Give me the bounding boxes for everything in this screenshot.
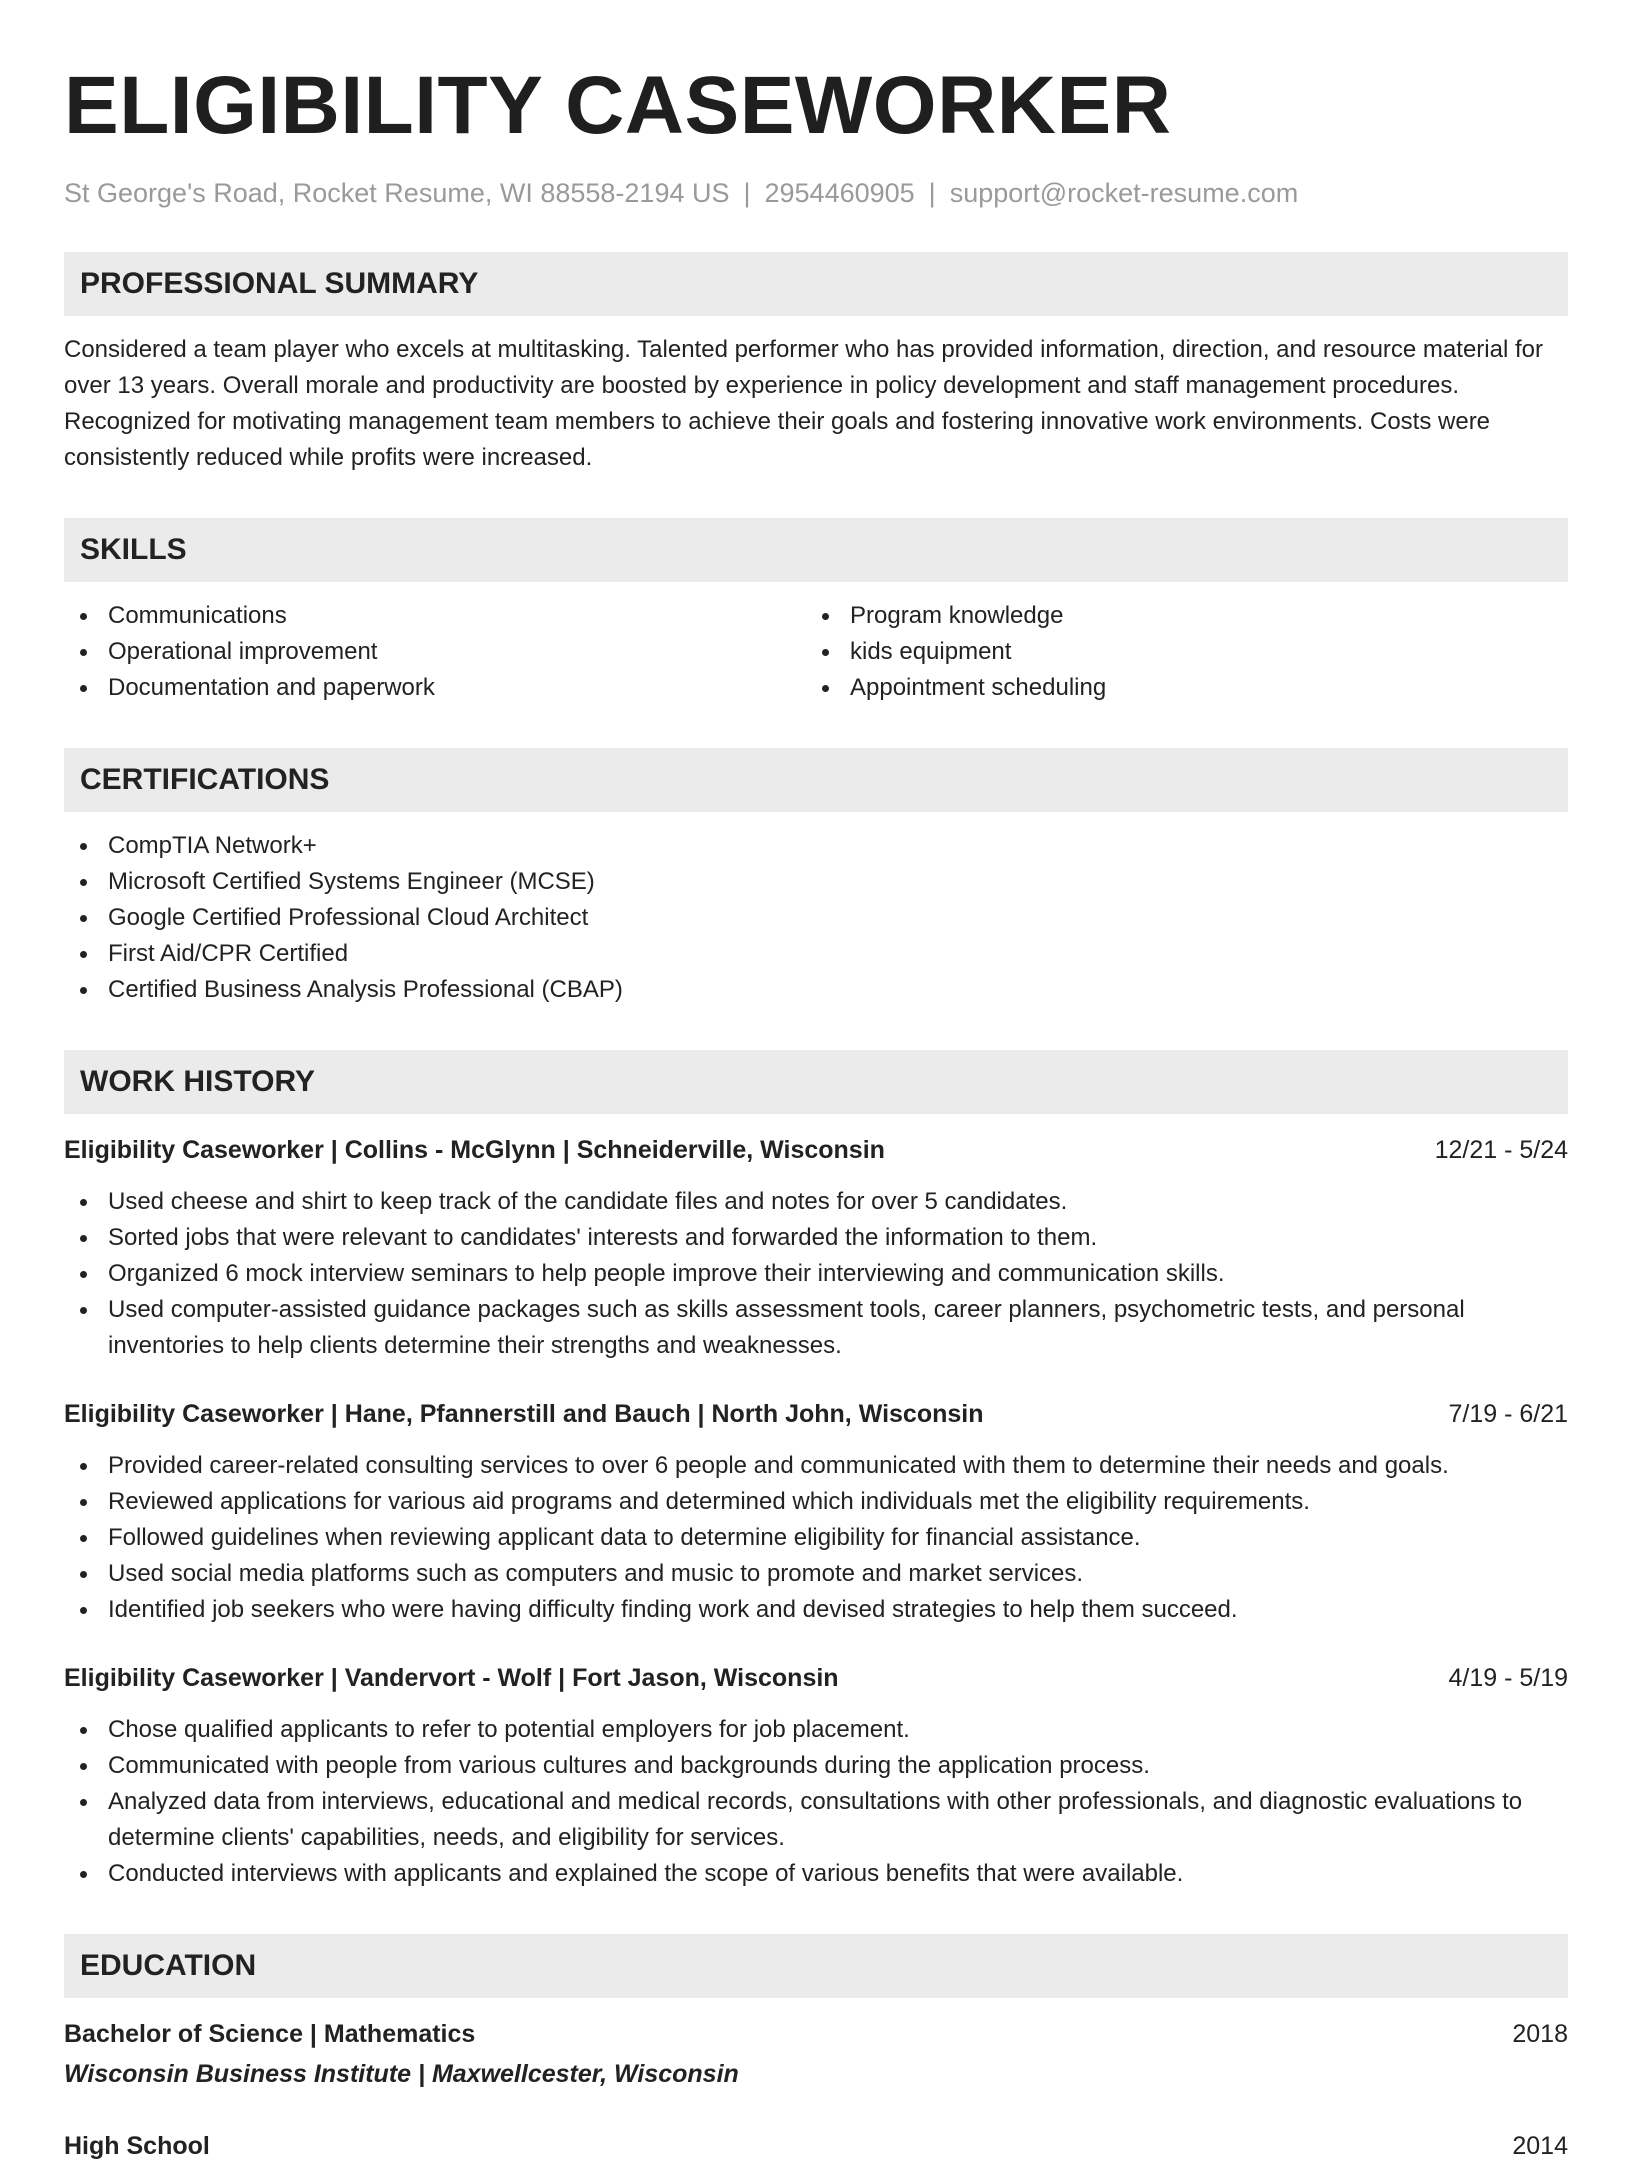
job-bullet: Analyzed data from interviews, educational and medical records, consultations with other professionals, and diagnostic evaluations to determine clients' capabilities, needs, and eligibility for services.: [64, 1784, 1568, 1856]
contact-separator: |: [928, 178, 936, 208]
contact-separator: |: [743, 178, 751, 208]
skill-item: Appointment scheduling: [806, 670, 1548, 706]
skills-column-right: [806, 598, 1548, 706]
education-header: [64, 2128, 1568, 2164]
certification-item: CompTIA Network+: [64, 828, 1568, 864]
job-bullet: Communicated with people from various cultures and backgrounds during the application process.: [64, 1748, 1568, 1784]
job-bullets: [64, 1712, 1568, 1892]
certification-item: Certified Business Analysis Professional (CBAP): [64, 972, 1568, 1008]
job-dates: 4/19 - 5/19: [1448, 1664, 1568, 1692]
certification-item: Microsoft Certified Systems Engineer (MCSE): [64, 864, 1568, 900]
education-year: 2018: [1512, 2020, 1568, 2048]
job-entry: [64, 1660, 1568, 1892]
education-entry: [64, 2128, 1568, 2164]
skill-item: Operational improvement: [64, 634, 806, 670]
contact-address: St George's Road, Rocket Resume, WI 88558-2194 US: [64, 178, 730, 208]
education-degree: High School: [64, 2132, 210, 2160]
certification-item: Google Certified Professional Cloud Architect: [64, 900, 1568, 936]
job-entry: [64, 1132, 1568, 1364]
job-header: [64, 1132, 1568, 1168]
skills-list: [64, 598, 1568, 706]
job-title: Eligibility Caseworker | Hane, Pfannerstill and Bauch | North John, Wisconsin: [64, 1400, 984, 1428]
certifications-list: [64, 828, 1568, 1008]
section-heading-work-history: WORK HISTORY: [64, 1050, 1568, 1114]
certification-item: First Aid/CPR Certified: [64, 936, 1568, 972]
job-bullets: [64, 1184, 1568, 1364]
skill-item: kids equipment: [806, 634, 1548, 670]
job-bullet: Reviewed applications for various aid programs and determined which individuals met the eligibility requirements.: [64, 1484, 1568, 1520]
job-bullet: Used cheese and shirt to keep track of the candidate files and notes for over 5 candidates.: [64, 1184, 1568, 1220]
job-bullet: Conducted interviews with applicants and explained the scope of various benefits that were available.: [64, 1856, 1568, 1892]
job-header: [64, 1660, 1568, 1696]
skills-column-left: [64, 598, 806, 706]
section-heading-education: EDUCATION: [64, 1934, 1568, 1998]
candidate-name: ELIGIBILITY CASEWORKER: [64, 60, 1172, 151]
resume-page: [64, 0, 1568, 2164]
contact-email: support@rocket-resume.com: [949, 178, 1299, 208]
job-bullet: Sorted jobs that were relevant to candidates' interests and forwarded the information to them.: [64, 1220, 1568, 1256]
skill-item: Communications: [64, 598, 806, 634]
skill-item: Program knowledge: [806, 598, 1548, 634]
job-bullet: Used computer-assisted guidance packages such as skills assessment tools, career planners, psychometric tests, and personal inventories to help clients determine their strengths and weaknesses.: [64, 1292, 1568, 1364]
job-bullets: [64, 1448, 1568, 1628]
job-entry: [64, 1396, 1568, 1628]
education-degree: Bachelor of Science | Mathematics: [64, 2020, 476, 2048]
section-heading-certifications: CERTIFICATIONS: [64, 748, 1568, 812]
job-title: Eligibility Caseworker | Collins - McGlynn | Schneiderville, Wisconsin: [64, 1136, 885, 1164]
education-school: Wisconsin Business Institute | Maxwellcester, Wisconsin: [64, 2060, 739, 2088]
job-header: [64, 1396, 1568, 1432]
contact-line: [64, 176, 1568, 210]
job-bullet: Followed guidelines when reviewing applicant data to determine eligibility for financial assistance.: [64, 1520, 1568, 1556]
job-bullet: Used social media platforms such as computers and music to promote and market services.: [64, 1556, 1568, 1592]
skill-item: Documentation and paperwork: [64, 670, 806, 706]
education-entry: [64, 2016, 1568, 2092]
job-bullet: Provided career-related consulting services to over 6 people and communicated with them to determine their needs and goals.: [64, 1448, 1568, 1484]
education-year: 2014: [1512, 2132, 1568, 2160]
job-dates: 7/19 - 6/21: [1448, 1400, 1568, 1428]
job-bullet: Identified job seekers who were having difficulty finding work and devised strategies to help them succeed.: [64, 1592, 1568, 1628]
job-bullet: Chose qualified applicants to refer to potential employers for job placement.: [64, 1712, 1568, 1748]
contact-phone: 2954460905: [764, 178, 915, 208]
section-heading-summary: PROFESSIONAL SUMMARY: [64, 252, 1568, 316]
education-header: [64, 2016, 1568, 2052]
job-dates: 12/21 - 5/24: [1434, 1136, 1568, 1164]
job-title: Eligibility Caseworker | Vandervort - Wolf | Fort Jason, Wisconsin: [64, 1664, 839, 1692]
section-heading-skills: SKILLS: [64, 518, 1568, 582]
job-bullet: Organized 6 mock interview seminars to help people improve their interviewing and communication skills.: [64, 1256, 1568, 1292]
summary-text: Considered a team player who excels at multitasking. Talented performer who has provided information, direction, and resource material for over 13 years. Overall morale and productivity are boosted by experience in policy development and staff management procedures. Recognized for motivating management team members to achieve their goals and fostering innovative work environments. Costs were consistently reduced while profits were increased.: [64, 336, 1543, 471]
